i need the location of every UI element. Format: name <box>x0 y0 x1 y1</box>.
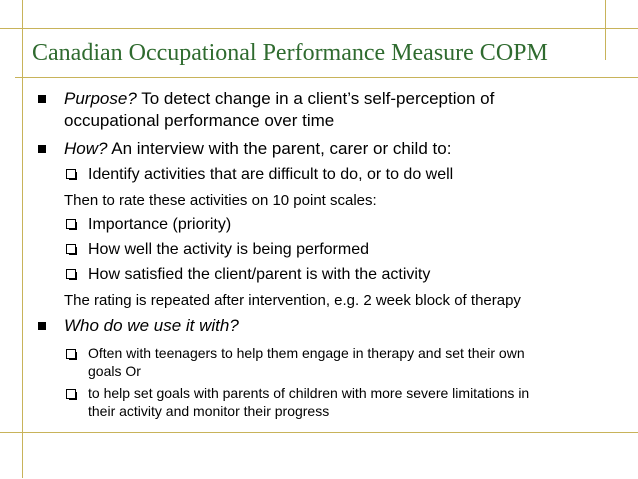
who-item-2-line-1: to help set goals with parents of children with more severe limitations in <box>88 385 530 401</box>
how-sub-item: Identify activities that are difficult to do, or to do well <box>88 166 454 183</box>
slide-title: Canadian Occupational Performance Measure COPM <box>32 40 548 66</box>
purpose-label: Purpose? <box>64 89 137 108</box>
checkbox-bullet-icon <box>66 244 76 254</box>
purpose-text-2: occupational performance over time <box>64 111 335 130</box>
how-text: An interview with the parent, carer or child to: <box>107 139 452 158</box>
scale-item-2: How well the activity is being performed <box>88 241 370 258</box>
checkbox-bullet-icon <box>66 219 76 229</box>
bullet-square-icon <box>38 322 46 330</box>
purpose-text-1: To detect change in a client’s self-perception of <box>136 89 495 108</box>
checkbox-bullet-icon <box>66 269 76 279</box>
checkbox-bullet-icon <box>66 389 76 399</box>
rating-text: The rating is repeated after intervention, e.g. 2 week block of therapy <box>64 292 521 309</box>
then-text: Then to rate these activities on 10 point scales: <box>64 192 377 209</box>
who-label <box>64 315 239 336</box>
who-item-1-line-2: goals Or <box>88 363 141 379</box>
purpose-line-1 <box>64 88 494 109</box>
how-label: How? <box>64 139 108 158</box>
how-line <box>64 138 451 159</box>
checkbox-bullet-icon <box>66 169 76 179</box>
bullet-square-icon <box>38 145 46 153</box>
who-label-text: Who do we use it with? <box>64 316 239 335</box>
who-item-2-line-2: their activity and monitor their progress <box>88 403 330 419</box>
scale-item-1: Importance (priority) <box>88 216 232 233</box>
who-item-1-line-1: Often with teenagers to help them engage in therapy and set their own <box>88 345 525 361</box>
bullet-square-icon <box>38 95 46 103</box>
checkbox-bullet-icon <box>66 349 76 359</box>
scale-item-3: How satisfied the client/parent is with the activity <box>88 266 431 283</box>
